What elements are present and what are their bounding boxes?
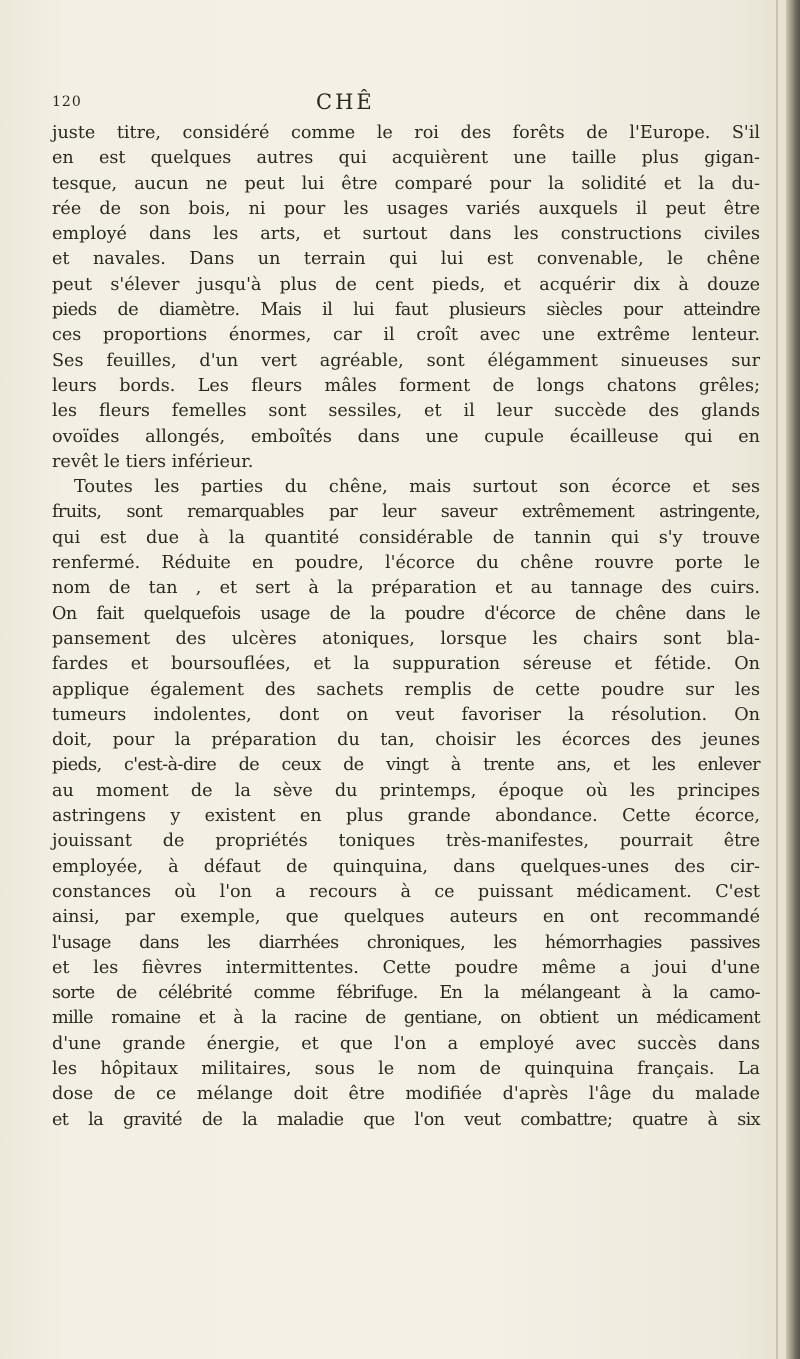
- text-line: Toutes les parties du chêne, mais surtout son écorce et ses: [74, 477, 760, 498]
- text-line: et la gravité de la maladie que l'on veut combattre; quatre à six: [52, 1109, 760, 1130]
- text-line: applique également des sachets remplis de cette poudre sur les: [52, 679, 760, 700]
- page-gutter-line: [776, 0, 778, 1359]
- text-line: constances où l'on a recours à ce puissant médicament. C'est: [52, 881, 760, 902]
- text-line: fruits, sont remarquables par leur saveur extrêmement astringente,: [52, 502, 760, 523]
- text-line: d'une grande énergie, et que l'on a employé avec succès dans: [52, 1033, 760, 1054]
- text-line: au moment de la sève du printemps, époque où les principes: [52, 780, 760, 801]
- text-line: ovoïdes allongés, emboîtés dans une cupule écailleuse qui en: [52, 426, 760, 447]
- text-line: pansement des ulcères atoniques, lorsque les chairs sont bla-: [52, 628, 760, 649]
- text-line: pieds, c'est-à-dire de ceux de vingt à trente ans, et les enlever: [52, 755, 760, 776]
- text-line: qui est due à la quantité considérable de tannin qui s'y trouve: [52, 527, 760, 548]
- text-line: et navales. Dans un terrain qui lui est convenable, le chêne: [52, 249, 760, 270]
- text-line: l'usage dans les diarrhées chroniques, les hémorrhagies passives: [52, 932, 760, 953]
- text-line: sorte de célébrité comme fébrifuge. En la mélangeant à la camo-: [52, 983, 760, 1004]
- text-line: fardes et boursouflées, et la suppuration séreuse et fétide. On: [52, 654, 760, 675]
- text-line: les fleurs femelles sont sessiles, et il leur succède des glands: [52, 401, 760, 422]
- page-edge-shadow: [786, 0, 800, 1359]
- text-line: employée, à défaut de quinquina, dans quelques-unes des cir-: [52, 856, 760, 877]
- body-text: [52, 121, 760, 1133]
- text-line: revêt le tiers inférieur.: [52, 451, 254, 472]
- text-line: rée de son bois, ni pour les usages variés auxquels il peut être: [52, 198, 760, 219]
- text-line: leurs bords. Les fleurs mâles forment de longs chatons grêles;: [52, 375, 760, 396]
- text-line: mille romaine et à la racine de gentiane, on obtient un médicament: [52, 1008, 760, 1029]
- text-line: astringens y existent en plus grande abondance. Cette écorce,: [52, 806, 760, 827]
- text-line: les hôpitaux militaires, sous le nom de quinquina français. La: [52, 1058, 760, 1079]
- text-line: juste titre, considéré comme le roi des forêts de l'Europe. S'il: [52, 123, 760, 143]
- text-line: peut s'élever jusqu'à plus de cent pieds, et acquérir dix à douze: [52, 274, 760, 295]
- text-line: jouissant de propriétés toniques très-manifestes, pourrait être: [52, 831, 760, 852]
- text-line: dose de ce mélange doit être modifiée d'après l'âge du malade: [52, 1084, 760, 1105]
- text-line: tesque, aucun ne peut lui être comparé pour la solidité et la du-: [52, 173, 760, 194]
- text-line: nom de tan , et sert à la préparation et au tannage des cuirs.: [52, 578, 760, 599]
- text-line: renfermé. Réduite en poudre, l'écorce du chêne rouvre porte le: [52, 553, 760, 574]
- text-line: doit, pour la préparation du tan, choisir les écorces des jeunes: [52, 730, 760, 751]
- text-line: Ses feuilles, d'un vert agréable, sont élégamment sinueuses sur: [52, 350, 760, 371]
- text-line: ainsi, par exemple, que quelques auteurs en ont recommandé: [52, 907, 760, 928]
- text-line: pieds de diamètre. Mais il lui faut plusieurs siècles pour atteindre: [52, 300, 760, 321]
- text-line: et les fièvres intermittentes. Cette poudre même a joui d'une: [52, 957, 760, 978]
- text-line: ces proportions énormes, car il croît avec une extrême lenteur.: [52, 325, 760, 346]
- text-line: en est quelques autres qui acquièrent une taille plus gigan-: [52, 148, 760, 169]
- text-line: employé dans les arts, et surtout dans les constructions civiles: [52, 224, 760, 245]
- running-head: CHÊ: [316, 90, 375, 114]
- page-header: [52, 90, 702, 120]
- page-number: 120: [52, 94, 82, 110]
- text-line: On fait quelquefois usage de la poudre d'écorce de chêne dans le: [52, 603, 760, 624]
- text-line: tumeurs indolentes, dont on veut favoriser la résolution. On: [52, 704, 760, 725]
